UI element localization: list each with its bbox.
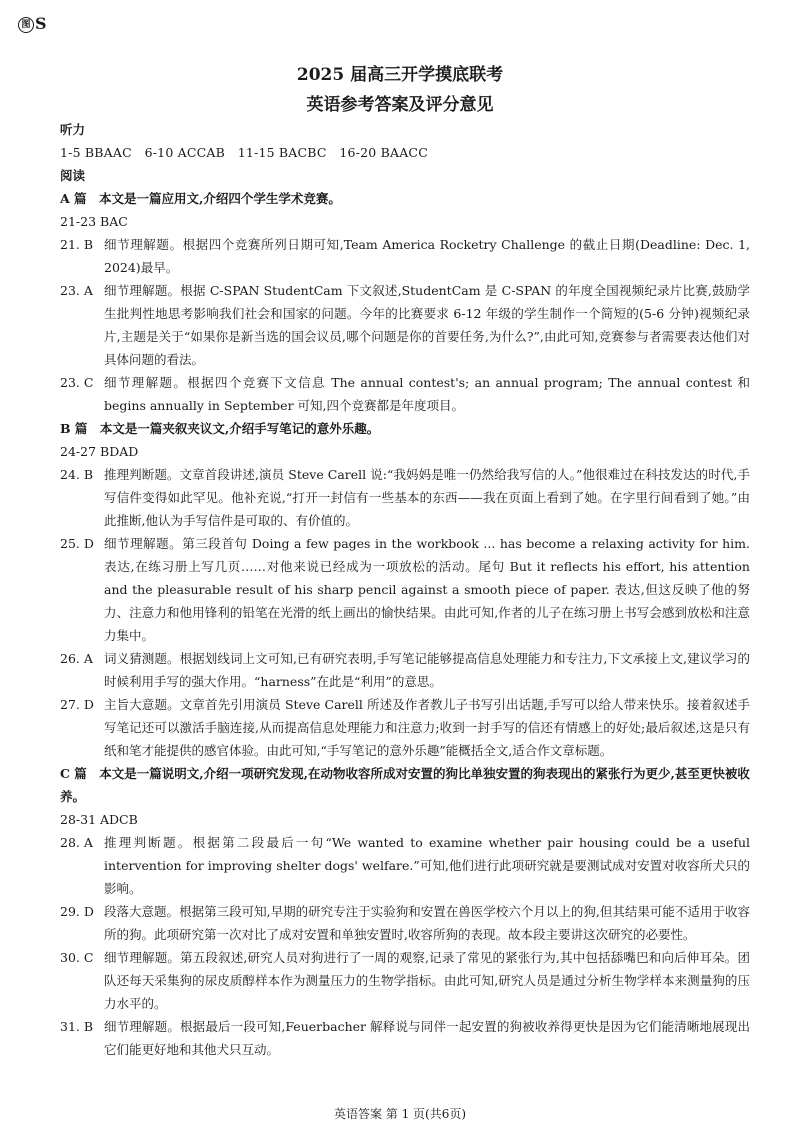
passage-answers: 24-27 BDAD [60,444,139,459]
listening-heading: 听力 [60,122,86,137]
question-number: 27. D [60,697,94,712]
question-explanation: 词义猜测题。根据划线词上文可知,已有研究表明,手写笔记能够提高信息处理能力和专注力,下文承接上文,建议学习的时候利用手写的强大作用。“harness”在此是“利用”的意思。 [104,651,750,689]
question-explanation: 细节理解题。根据四个竞赛下文信息 The annual contest's; an annual program; The annual contest 和 begins annually in September 可知,四个竞赛都是年度项目。 [104,375,750,413]
page-title: 2025 届高三开学摸底联考 [296,65,504,85]
question-explanation: 细节理解题。第五段叙述,研究人员对狗进行了一周的观察,记录了常见的紧张行为,其中包括舔嘴巴和向后伸耳朵。团队还每天采集狗的尿皮质醇样本作为测量压力的生物学指标。由此可知,研究人员是通过分析生物学样本来测量狗的压力水平的。 [104,950,750,1011]
question-item [60,371,750,417]
question-explanation: 细节理解题。根据四个竞赛所列日期可知,Team America Rocketry Challenge 的截止日期(Deadline: Dec. 1, 2024)最早。 [104,237,750,275]
question-explanation: 主旨大意题。文章首先引用演员 Steve Carell 所述及作者教儿子书写引出话题,手写可以给人带来快乐。接着叙述手写笔记还可以激活手脑连接,从而提高信息处理能力和注意力;收到一封手写的信还有情感上的好处;最后叙述,这是只有纸和笔才能提供的感官体验。由此可知,“手写笔记的意外乐趣”能概括全文,适合作文章标题。 [104,697,750,758]
question-number: 23. C [60,375,94,390]
passage-intro: A 篇 本文是一篇应用文,介绍四个学生学术竞赛。 [60,191,341,206]
page-subtitle: 英语参考答案及评分意见 [306,95,494,115]
question-explanation: 细节理解题。根据最后一段可知,Feuerbacher 解释说与同伴一起安置的狗被收养得更快是因为它们能清晰地展现出它们能更好地和其他犬只互动。 [104,1019,750,1057]
question-explanation: 推理判断题。文章首段讲述,演员 Steve Carell 说:“我妈妈是唯一仍然给我写信的人。”他很难过在科技发达的时代,手写信件变得如此罕见。他补充说,“打开一封信有一些基本的东西——我在页面上看到了她。在字里行间看到了她。”由此推断,他认为手写信件是可取的、有价值的。 [104,467,750,528]
question-number: 25. D [60,536,94,551]
listening-answers: 1-5 BBAAC 6-10 ACCAB 11-15 BACBC 16-20 BAACC [60,145,428,160]
question-item [60,1015,750,1061]
question-explanation: 推理判断题。根据第二段最后一句“We wanted to examine whether pair housing could be a useful intervention for improving shelter dogs' welfare.”可知,他们进行此项研究就是要测试成对安置对收容所犬只的影响。 [104,835,750,896]
question-explanation: 细节理解题。第三段首句 Doing a few pages in the workbook ... has become a relaxing activity for him. 表达,在练习册上写几页……对他来说已经成为一项放松的活动。尾句 But it reflects his effort, his attention and the pleasurable result of his sharp pencil against a smooth piece of paper. 表达,但这反映了他的努力、注意力和他用锋利的铅笔在光滑的纸上画出的愉快结果。由此可知,作者的儿子在练习册上书写会感到放松和注意力集中。 [104,536,750,643]
question-number: 29. D [60,904,94,919]
question-number: 31. B [60,1019,94,1034]
question-number: 26. A [60,651,93,666]
question-item [60,693,750,762]
question-explanation: 段落大意题。根据第三段可知,早期的研究专注于实验狗和安置在兽医学校六个月以上的狗,但其结果可能不适用于收容所的狗。此项研究第一次对比了成对安置和单独安置时,收容所狗的表现。故本段主要讲这次研究的必要性。 [104,904,750,942]
question-number: 24. B [60,467,94,482]
question-item [60,831,750,900]
question-item [60,647,750,693]
question-item [60,279,750,371]
passage-intro: B 篇 本文是一篇夹叙夹议文,介绍手写笔记的意外乐趣。 [60,421,380,436]
passage-intro: C 篇 本文是一篇说明文,介绍一项研究发现,在动物收容所成对安置的狗比单独安置的狗表现出的紧张行为更少,甚至更快被收养。 [60,766,750,804]
question-number: 23. A [60,283,93,298]
circle-mark: 图 [18,17,34,33]
question-number: 21. B [60,237,94,252]
question-item [60,900,750,946]
passage-answers: 21-23 BAC [60,214,128,229]
question-item [60,532,750,647]
question-explanation: 细节理解题。根据 C-SPAN StudentCam 下文叙述,StudentCam 是 C-SPAN 的年度全国视频纪录片比赛,鼓励学生批判性地思考影响我们社会和国家的问题。今年的比赛要求 6-12 年级的学生制作一个简短的(5-6 分钟)视频纪录片,主题是关于“如果你是新当选的国会议员,哪个问题是你的首要任务,为什么?”,由此可知,竞赛参与者需要表达他们对具体问题的看法。 [104,283,750,367]
question-item [60,233,750,279]
question-number: 28. A [60,835,93,850]
passage-answers: 28-31 ADCB [60,812,138,827]
answer-content [60,118,750,1061]
page-footer: 英语答案 第 1 页(共6页) [333,1107,467,1121]
question-number: 30. C [60,950,94,965]
corner-mark [18,14,47,33]
reading-heading: 阅读 [60,168,86,183]
corner-letter: S [35,14,47,33]
question-item [60,946,750,1015]
question-item [60,463,750,532]
